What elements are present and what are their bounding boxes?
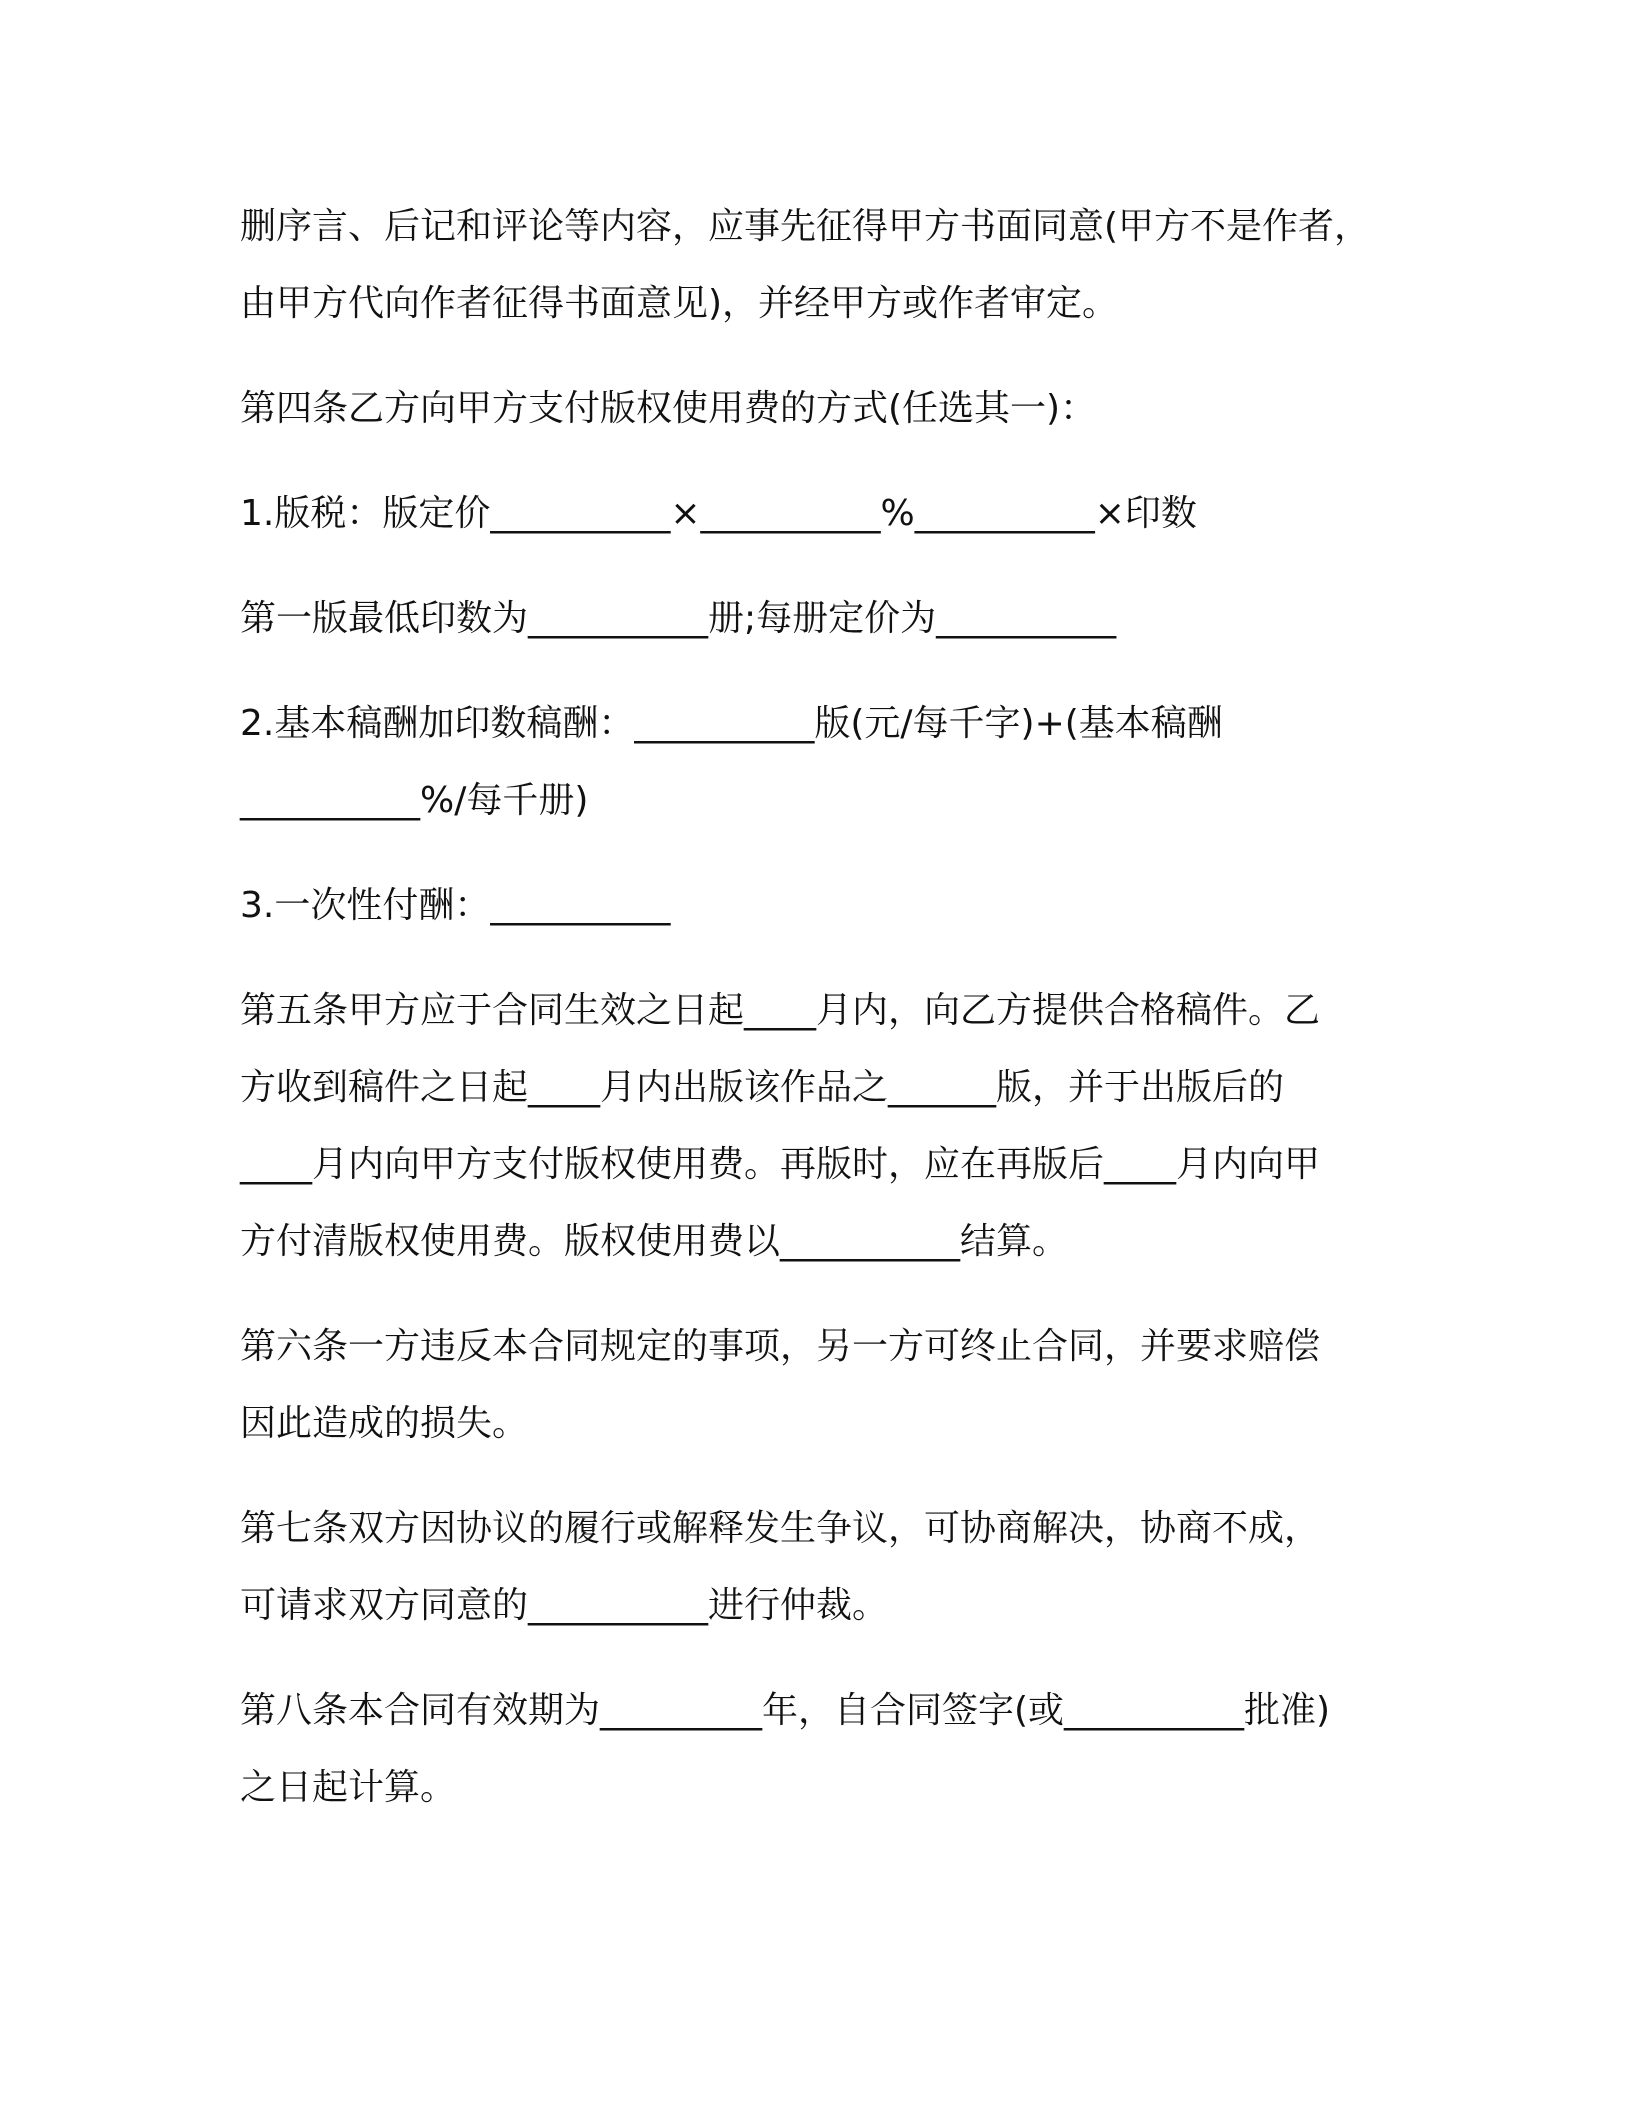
text-line: 第七条双方因协议的履行或解释发生争议，可协商解决，协商不成，: [240, 1508, 1321, 1549]
text-line: 第六条一方违反本合同规定的事项，另一方可终止合同，并要求赔偿: [240, 1326, 1321, 1367]
text-line: 删序言、后记和评论等内容，应事先征得甲方书面同意(甲方不是作者，: [240, 206, 1371, 247]
paragraph-article3-continued: [240, 188, 1400, 342]
text-line: 2.基本稿酬加印数稿酬：__________版(元/每千字)+(基本稿酬: [240, 703, 1223, 744]
paragraph-article7: [240, 1490, 1400, 1644]
paragraph-article4-heading: [240, 370, 1400, 447]
text-line: 第八条本合同有效期为_________年，自合同签字(或__________批准): [240, 1690, 1331, 1731]
text-line: 第五条甲方应于合同生效之日起____月内，向乙方提供合格稿件。乙: [240, 990, 1321, 1031]
text-line: 方收到稿件之日起____月内出版该作品之______版，并于出版后的: [240, 1067, 1285, 1108]
paragraph-article5: [240, 972, 1400, 1280]
text-line: 方付清版权使用费。版权使用费以__________结算。: [240, 1221, 1069, 1262]
text-line: 因此造成的损失。: [240, 1403, 529, 1444]
paragraph-one-time-option: [240, 867, 1400, 944]
paragraph-royalty-option: [240, 475, 1400, 552]
text-line: 1.版税：版定价__________×__________%__________×印数: [240, 493, 1197, 534]
text-line: 由甲方代向作者征得书面意见)，并经甲方或作者审定。: [240, 283, 1119, 324]
paragraph-article6: [240, 1308, 1400, 1462]
text-line: 可请求双方同意的__________进行仲裁。: [240, 1585, 889, 1626]
text-line: 第一版最低印数为__________册;每册定价为__________: [240, 598, 1117, 639]
text-line: __________%/每千册): [240, 780, 589, 821]
document-page: [240, 188, 1400, 1854]
text-line: ____月内向甲方支付版权使用费。再版时，应在再版后____月内向甲: [240, 1144, 1321, 1185]
paragraph-article8: [240, 1672, 1400, 1826]
text-line: 之日起计算。: [240, 1767, 457, 1808]
text-line: 3.一次性付酬：__________: [240, 885, 671, 926]
paragraph-basic-fee-option: [240, 685, 1400, 839]
text-line: 第四条乙方向甲方支付版权使用费的方式(任选其一)：: [240, 388, 1097, 429]
paragraph-first-edition: [240, 580, 1400, 657]
